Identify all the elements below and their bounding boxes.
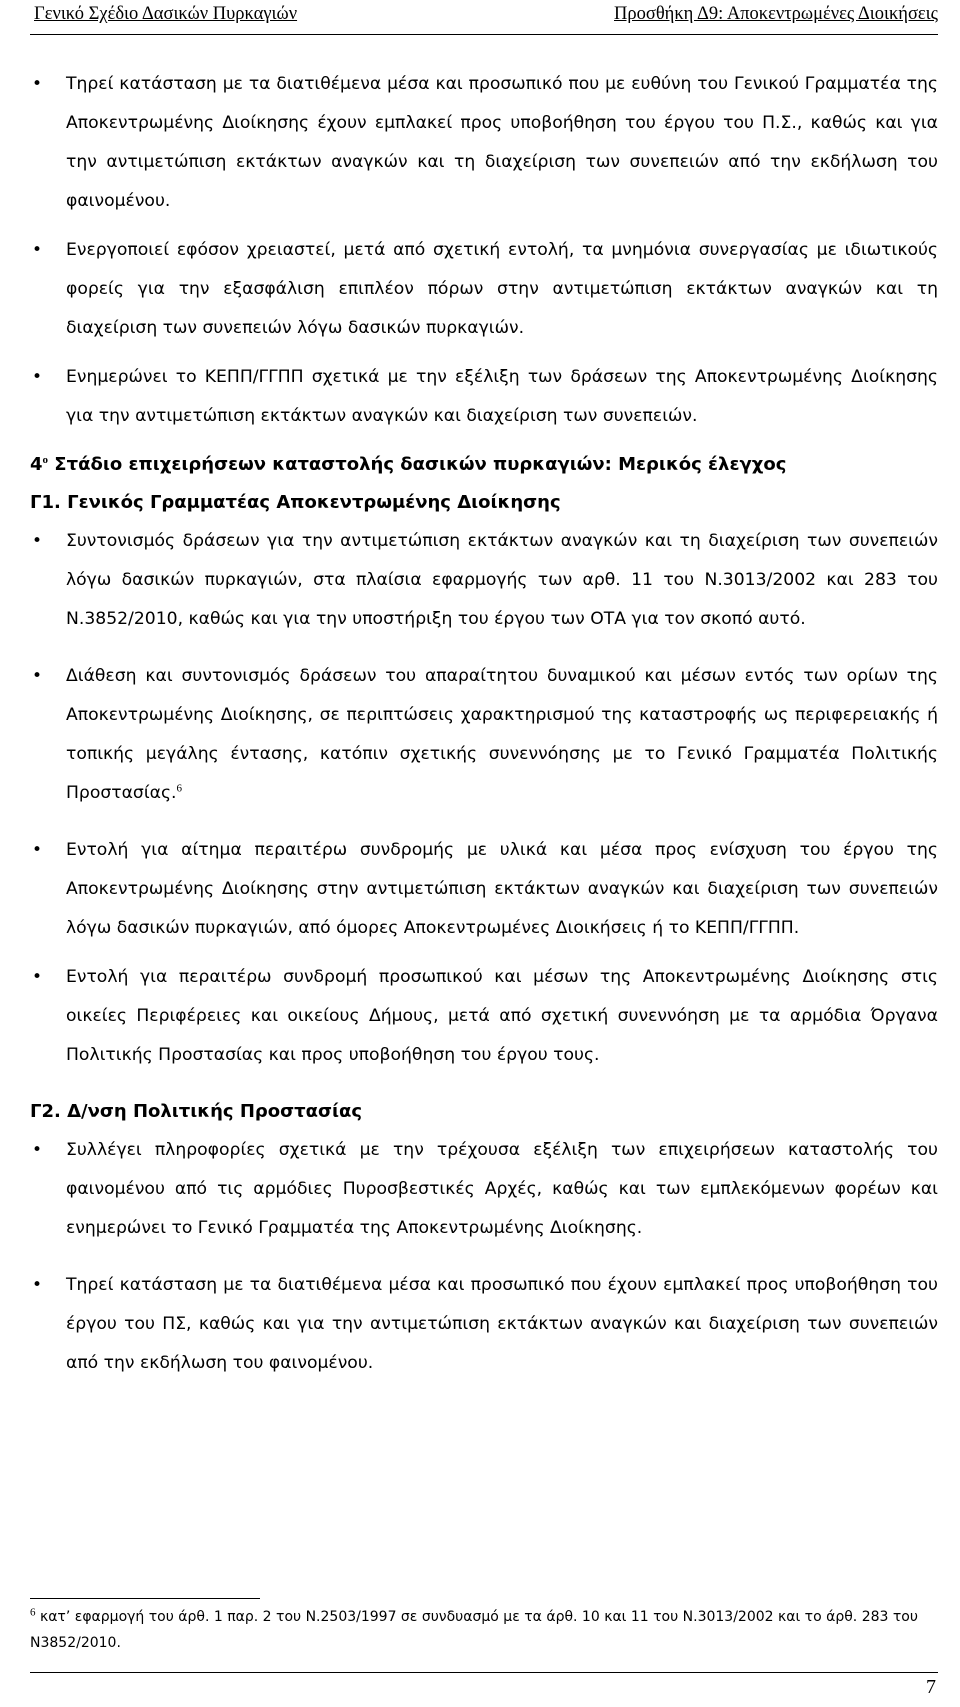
paragraph-text: Διάθεση και συντονισμός δράσεων του απαραίτητου δυναμικού και μέσων εντός των ορίων της Αποκεντρωμένης Διοίκησης, σε περιπτώσεις χαρακτηρισμού της καταστροφής ως περιφερειακής ή τοπικής μεγάλης έντασης, κατόπιν σχετικής συνεννόησης με το Γενικό Γραμματέα Πολιτικής Προστασίας.	[66, 666, 938, 803]
paragraph: Εντολή για αίτημα περαιτέρω συνδρομής με υλικά και μέσα προς ενίσχυση του έργου της Αποκεντρωμένης Διοίκησης στην αντιμετώπιση εκτάκτων αναγκών και διαχείριση των συνεπειών λόγω δασικών πυρκαγιών, από όμορες Αποκεντρωμένες Διοικήσεις ή το ΚΕΠΠ/ΓΓΠΠ.	[66, 840, 938, 938]
footer-divider	[30, 1672, 938, 1673]
header-title: Γενικό Σχέδιο Δασικών Πυρκαγιών	[34, 4, 298, 24]
footnote-number: 6	[30, 1606, 36, 1619]
list-item	[30, 65, 938, 221]
list-item	[30, 231, 938, 348]
list-item	[30, 958, 938, 1075]
footnote-text: κατ’ εφαρμογή του άρθ. 1 παρ. 2 του Ν.2503/1997 σε συνδυασμό με τα άρθ. 10 και 11 του Ν.3013/2002 και το άρθ. 283 του Ν3852/2010.	[30, 1609, 918, 1651]
bullet-icon: •	[32, 74, 43, 94]
page-header	[30, 0, 938, 35]
header-section: Προσθήκη Δ9: Αποκεντρωμένες Διοικήσεις	[614, 4, 938, 24]
footnote	[30, 1604, 938, 1656]
bullet-icon: •	[32, 840, 43, 860]
list-item	[30, 358, 938, 436]
bullet-icon: •	[32, 531, 43, 551]
paragraph: Ενεργοποιεί εφόσον χρειαστεί, μετά από σχετική εντολή, τα μνημόνια συνεργασίας με ιδιωτικούς φορείς για την εξασφάλιση επιπλέον πόρων στην αντιμετώπιση εκτάκτων αναγκών και τη διαχείριση των συνεπειών λόγω δασικών πυρκαγιών.	[66, 240, 938, 338]
bullet-icon: •	[32, 1275, 43, 1295]
page-number: 7	[926, 1676, 936, 1698]
section-heading-g2: Γ2. Δ/νση Πολιτικής Προστασίας	[30, 1101, 363, 1122]
paragraph: Τηρεί κατάσταση με τα διατιθέμενα μέσα και προσωπικό που με ευθύνη του Γενικού Γραμματέα της Αποκεντρωμένης Διοίκησης έχουν εμπλακεί προς υποβοήθηση του έργου του Π.Σ., καθώς και για την αντιμετώπιση εκτάκτων αναγκών και τη διαχείριση των συνεπειών από την εκδήλωση του φαινομένου.	[66, 74, 938, 211]
paragraph	[66, 657, 938, 813]
bullet-icon: •	[32, 666, 43, 686]
list-item	[30, 522, 938, 639]
stage-number: 4	[30, 454, 43, 475]
bullet-icon: •	[32, 367, 43, 387]
stage-title: Στάδιο επιχειρήσεων καταστολής δασικών πυρκαγιών: Μερικός έλεγχος	[48, 454, 787, 475]
list-item	[30, 1131, 938, 1248]
paragraph: Ενημερώνει το ΚΕΠΠ/ΓΓΠΠ σχετικά με την εξέλιξη των δράσεων της Αποκεντρωμένης Διοίκησης για την αντιμετώπιση εκτάκτων αναγκών και διαχείριση των συνεπειών.	[66, 367, 938, 426]
paragraph: Συλλέγει πληροφορίες σχετικά με την τρέχουσα εξέλιξη των επιχειρήσεων καταστολής του φαινομένου από τις αρμόδιες Πυροσβεστικές Αρχές, καθώς και των εμπλεκόμενων φορέων και ενημερώνει το Γενικό Γραμματέα της Αποκεντρωμένης Διοίκησης.	[66, 1140, 938, 1238]
paragraph: Εντολή για περαιτέρω συνδρομή προσωπικού και μέσων της Αποκεντρωμένης Διοίκησης στις οικείες Περιφέρειες και οικείους Δήμους, μετά από σχετική συνεννόηση με τα αρμόδια Όργανα Πολιτικής Προστασίας και προς υποβοήθηση του έργου τους.	[66, 967, 938, 1065]
stage-heading	[30, 446, 938, 484]
list-item	[30, 657, 938, 813]
bullet-icon: •	[32, 1140, 43, 1160]
bullet-icon: •	[32, 967, 43, 987]
paragraph: Συντονισμός δράσεων για την αντιμετώπιση εκτάκτων αναγκών και τη διαχείριση των συνεπειών λόγω δασικών πυρκαγιών, στα πλαίσια εφαρμογής των αρθ. 11 του Ν.3013/2002 και 283 του Ν.3852/2010, καθώς και για την υποστήριξη του έργου των ΟΤΑ για τον σκοπό αυτό.	[66, 531, 938, 629]
list-item	[30, 1266, 938, 1383]
footnote-ref: 6	[176, 782, 183, 795]
bullet-icon: •	[32, 240, 43, 260]
document-body	[30, 65, 938, 1383]
footnote-divider	[30, 1598, 260, 1599]
list-item	[30, 831, 938, 948]
stage-ordinal: ο	[42, 454, 49, 466]
section-heading-g1: Γ1. Γενικός Γραμματέας Αποκεντρωμένης Διοίκησης	[30, 492, 561, 513]
paragraph: Τηρεί κατάσταση με τα διατιθέμενα μέσα και προσωπικό που έχουν εμπλακεί προς υποβοήθηση του έργου του ΠΣ, καθώς και για την αντιμετώπιση εκτάκτων αναγκών και διαχείριση των συνεπειών από την εκδήλωση του φαινομένου.	[66, 1275, 938, 1373]
